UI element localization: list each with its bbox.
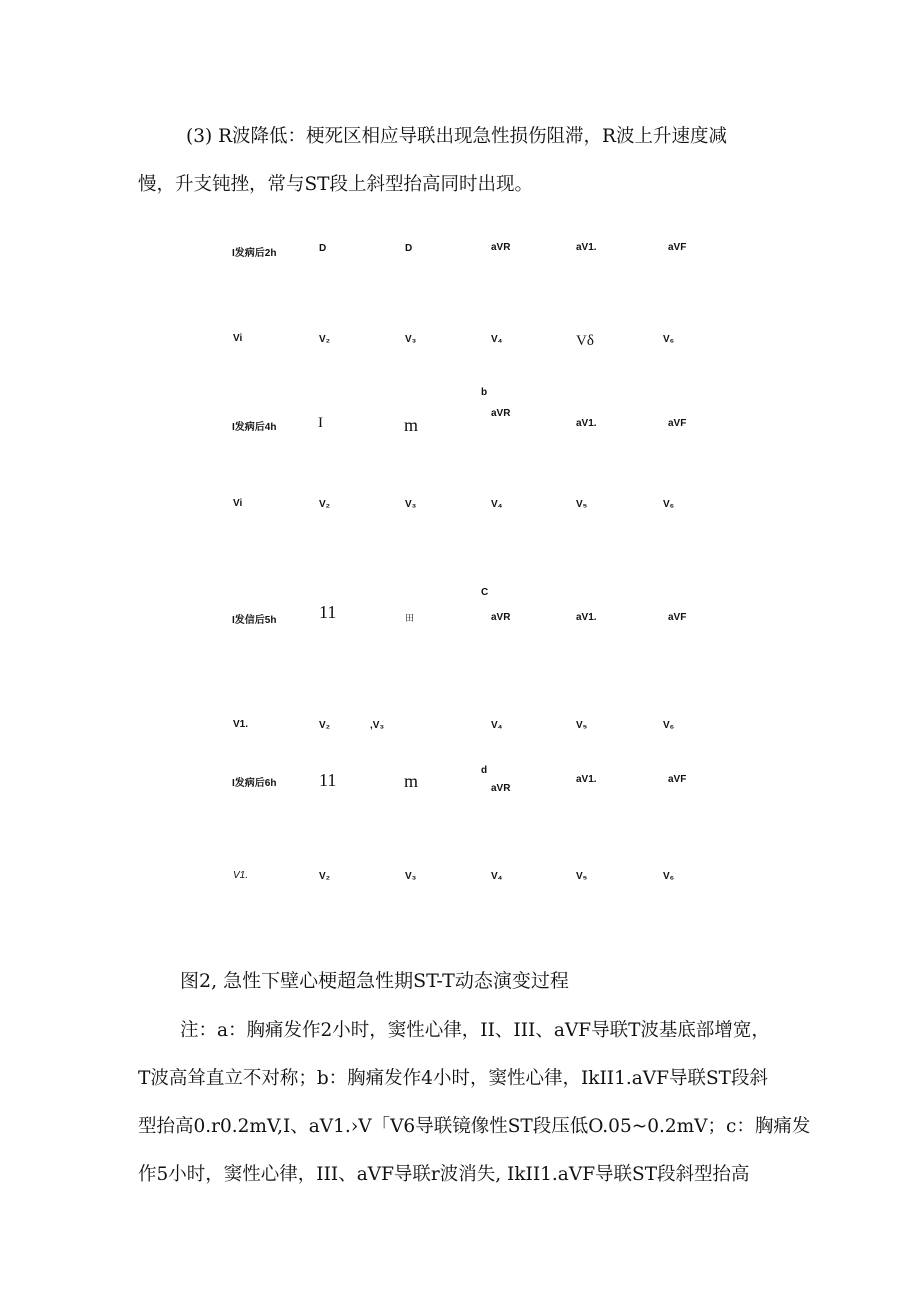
note-line-4: 作5小时，窦性心律，III、aVF导联r波消失, IkII1.aVF导联ST段斜型抬高 <box>138 1164 750 1185</box>
panel-b-lead-avf: aVF <box>668 418 687 429</box>
panel-a-lead-iii: D <box>405 243 413 254</box>
intro-line-2: 慢，升支钝挫，常与ST段上斜型抬高同时出现。 <box>138 174 534 195</box>
panel-b-lead-v5: V₅ <box>576 499 588 510</box>
panel-d-lead-iii: m <box>404 771 419 791</box>
panel-b-time-label: I发病后4h <box>232 422 277 433</box>
panel-a-lead-ii: D <box>319 243 327 254</box>
panel-c-lead-v1: V1. <box>233 719 249 730</box>
panel-c-lead-v2: V₂ <box>319 720 331 731</box>
panel-b-lead-ii: I <box>318 415 323 431</box>
panel-c-lead-iii: 田 <box>405 613 415 623</box>
panel-b-lead-v4: V₄ <box>491 499 503 510</box>
panel-b-lead-v3: V₃ <box>405 499 417 510</box>
panel-a-lead-v1: Vi <box>233 333 243 344</box>
panel-a-lead-v4: V₄ <box>491 334 503 345</box>
note-line-2: T波高耸直立不对称；b：胸痛发作4小时，窦性心律，IkII1.aVF导联ST段斜 <box>138 1068 768 1089</box>
panel-d-lead-ii: 11 <box>319 770 337 790</box>
panel-d-lead-v3: V₃ <box>405 871 417 882</box>
panel-d-lead-avf: aVF <box>668 774 687 785</box>
panel-d-lead-v1: V1. <box>233 870 249 881</box>
panel-a-lead-avf: aVF <box>668 242 687 253</box>
note-line-1: 注：a：胸痛发作2小时，窦性心律，II、III、aVF导联T波基底部增宽， <box>180 1020 770 1041</box>
panel-a-time-label: I发病后2h <box>232 248 277 259</box>
panel-b-lead-v2: V₂ <box>319 499 331 510</box>
panel-a-lead-avl: aV1. <box>576 242 597 253</box>
panel-c-lead-avr: aVR <box>491 612 511 623</box>
panel-a-lead-avr: aVR <box>491 242 511 253</box>
panel-d-lead-avr: aVR <box>491 783 511 794</box>
panel-a-lead-v2: V₂ <box>319 334 331 345</box>
intro-line-1: (3) R波降低：梗死区相应导联出现急性损伤阻滞，R波上升速度减 <box>186 126 727 147</box>
panel-c-time-label: I发信后5h <box>232 615 277 626</box>
panel-b-marker: b <box>481 387 488 398</box>
panel-b-lead-v1: Vi <box>233 498 243 509</box>
note-line-3: 型抬高0.r0.2mV,I、aV1.›V「V6导联镜像性ST段压低O.05~0.2mV；c：胸痛发 <box>138 1116 811 1137</box>
panel-b-lead-iii: m <box>404 415 419 435</box>
panel-c-lead-avf: aVF <box>668 612 687 623</box>
panel-d-lead-v5: V₅ <box>576 871 588 882</box>
panel-c-lead-v3: ,V₃ <box>370 720 385 731</box>
panel-a-lead-v3: V₃ <box>405 334 417 345</box>
panel-b-lead-avl: aV1. <box>576 418 597 429</box>
panel-b-lead-v6: V₆ <box>663 499 675 510</box>
panel-c-lead-v4: V₄ <box>491 720 503 731</box>
panel-c-lead-avl: aV1. <box>576 612 597 623</box>
panel-a-lead-v5: Vδ <box>576 333 594 349</box>
figure-caption: 图2, 急性下壁心梗超急性期ST-T动态演变过程 <box>180 970 569 992</box>
panel-d-lead-avl: aV1. <box>576 774 597 785</box>
panel-d-lead-v4: V₄ <box>491 871 503 882</box>
panel-c-lead-v5: V₅ <box>576 720 588 731</box>
panel-c-lead-v6: V₆ <box>663 720 675 731</box>
panel-c-marker: C <box>481 587 489 598</box>
panel-a-lead-v6: V₆ <box>663 334 675 345</box>
panel-d-lead-v6: V₆ <box>663 871 675 882</box>
panel-d-lead-v2: V₂ <box>319 871 331 882</box>
panel-c-lead-ii: 11 <box>319 602 337 622</box>
panel-b-lead-avr: aVR <box>491 408 511 419</box>
panel-d-time-label: I发病后6h <box>232 778 277 789</box>
panel-d-marker: d <box>481 765 488 776</box>
